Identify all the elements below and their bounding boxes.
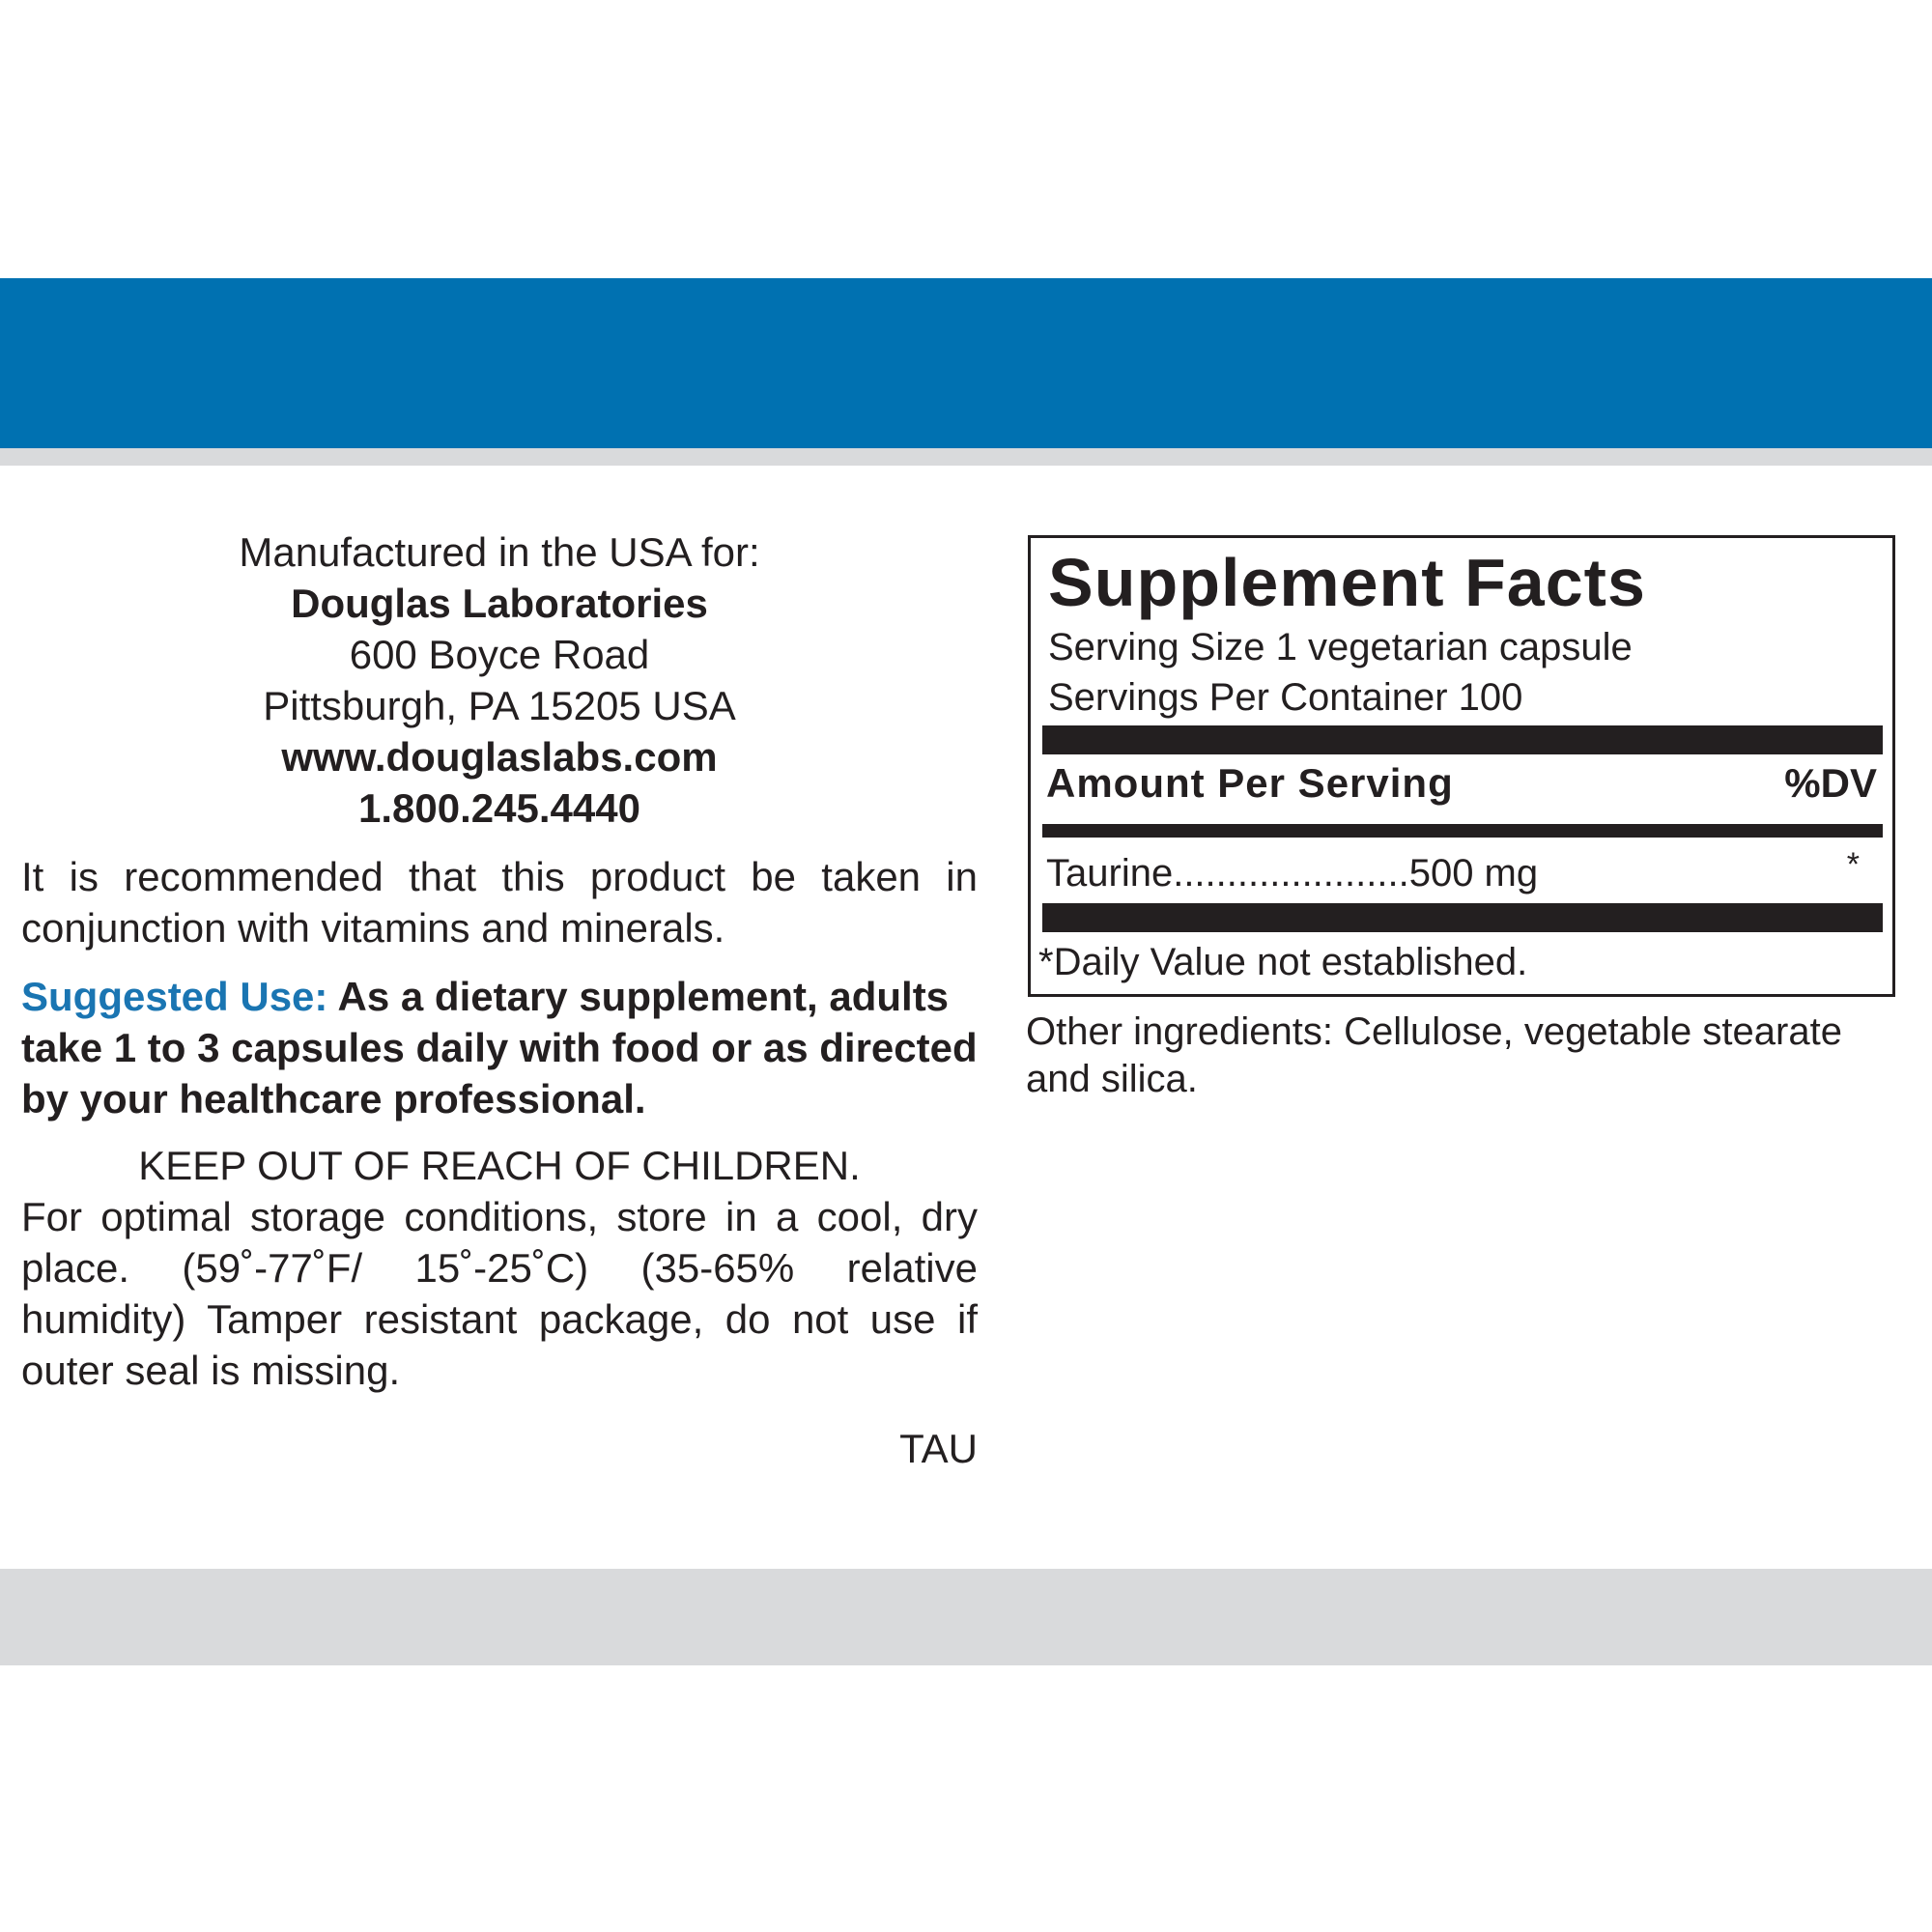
- street-address: 600 Boyce Road: [349, 632, 650, 677]
- suggested-use: [21, 971, 978, 1124]
- bottom-thick-divider: [1042, 903, 1883, 932]
- nutrient-row: [1046, 849, 1538, 897]
- website: www.douglaslabs.com: [281, 734, 718, 780]
- product-code: TAU: [899, 1426, 978, 1471]
- daily-value-footnote: *Daily Value not established.: [1038, 941, 1528, 983]
- amount-per-serving-header: Amount Per Serving: [1046, 760, 1454, 806]
- medium-divider: [1042, 824, 1883, 838]
- suggested-use-text: As a dietary supplement, adults take 1 to 3 capsules daily with food or as directed by your healthcare professional.: [21, 974, 978, 1122]
- footer-gray-band: [0, 1569, 1932, 1665]
- label-left-column: [21, 526, 978, 1474]
- nutrient-leader-dots: ......................: [1173, 852, 1409, 895]
- supplement-facts-title: Supplement Facts: [1048, 545, 1646, 620]
- nutrient-dv: *: [1846, 846, 1860, 883]
- manufacturer-block: [21, 526, 978, 834]
- nutrient-amount: 500 mg: [1408, 852, 1539, 895]
- serving-size: Serving Size 1 vegetarian capsule: [1048, 626, 1633, 668]
- servings-per-container: Servings Per Container 100: [1048, 676, 1523, 719]
- nutrient-name: Taurine: [1046, 852, 1174, 895]
- company-name: Douglas Laboratories: [291, 581, 708, 626]
- city-address: Pittsburgh, PA 15205 USA: [263, 683, 736, 728]
- header-blue-band: [0, 278, 1932, 448]
- supplement-facts-panel: [1028, 535, 1895, 997]
- thick-divider: [1042, 725, 1883, 754]
- dv-header: %DV: [1784, 760, 1877, 806]
- warning-text: KEEP OUT OF REACH OF CHILDREN.: [138, 1143, 861, 1188]
- manufacturer-intro: Manufactured in the USA for:: [239, 529, 760, 575]
- other-ingredients: Other ingredients: Cellulose, vegetable stearate and silica.: [1026, 1010, 1842, 1100]
- header-gray-stripe: [0, 448, 1932, 466]
- storage-text: For optimal storage conditions, store in a cool, dry place. (59˚-77˚F/ 15˚-25˚C) (35-65% relative humidity) Tamper resistant package, do not use if outer seal is missing.: [21, 1194, 978, 1393]
- phone-number: 1.800.245.4440: [358, 785, 640, 831]
- recommendation-text: It is recommended that this product be taken in conjunction with vitamins and minerals.: [21, 854, 978, 951]
- suggested-use-label: Suggested Use:: [21, 974, 328, 1019]
